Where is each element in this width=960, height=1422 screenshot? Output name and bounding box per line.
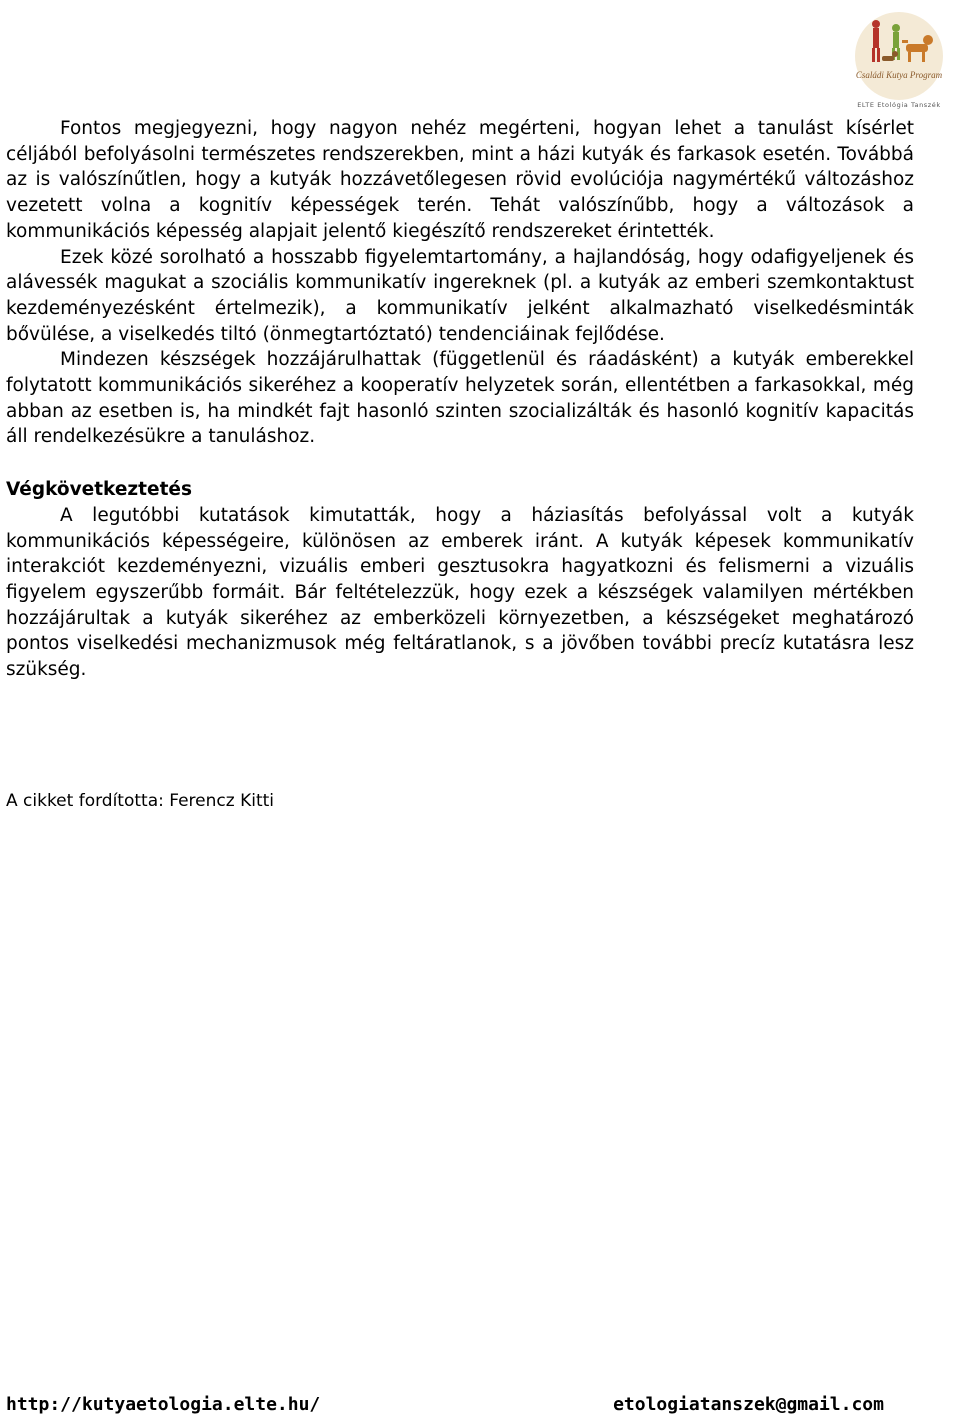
conclusion-paragraph: A legutóbbi kutatások kimutatták, hogy a háziasítás befolyással volt a kutyák kommunikációs képességeire, különösen az emberek iránt. A kutyák képesek kommunikatív interakciót kezdeményezni, vizuális emberi gesztusokra hagyatkozni és felismerni a vizuális figyelem egyszerűbb formáit. Bár feltételezzük, hogy ezek a készségek valamilyen mértékben hozzájárultak a kutyák sikeréhez az emberközeli környezetben, a készségeket meghatározó pontos viselkedési mechanizmusok még feltáratlanok, s a jövőben további precíz kutatásra lesz szükség. — [6, 504, 914, 681]
logo-subtitle: ELTE Etológia Tanszék — [857, 101, 941, 109]
article-body — [6, 116, 914, 683]
dog-family-logo-icon — [848, 10, 950, 112]
paragraph-1: Fontos megjegyezni, hogy nagyon nehéz megérteni, hogyan lehet a tanulást kísérlet céljából befolyásolni természetes rendszerekben, mint a házi kutyák és farkasok esetén. Továbbá az is valószínűtlen, hogy a kutyák hozzávetőlegesen rövid evolúciója nagymértékű változáshoz vezetett volna a kognitív képességek terén. Tehát valószínűbb, hogy a változások a kommunikációs képesség alapjait jelentő kiegészítő rendszereket érintették. — [6, 118, 914, 242]
translator-credit: A cikket fordította: Ferencz Kitti — [6, 791, 275, 811]
logo-name: Családi Kutya Program — [855, 70, 943, 80]
conclusion-heading: Végkövetkeztetés — [6, 479, 192, 501]
website-link[interactable]: http://kutyaetologia.elte.hu/ — [6, 1394, 321, 1415]
csaladi-kutya-program-logo — [848, 10, 950, 112]
paragraph-2: Ezek közé sorolható a hosszabb figyelemtartomány, a hajlandóság, hogy odafigyeljenek és alávessék magukat a szociális kommunikatív ingereknek (pl. a kutyák az emberi szemkontaktust kezdeményezésként értelmezik), a kommunikatív jelként alkalmazható viselkedésminták bővülése, a viselkedés tiltó (önmegtartóztató) tendenciáinak fejlődése. — [6, 246, 914, 345]
paragraph-3: Mindezen készségek hozzájárulhattak (függetlenül és ráadásként) a kutyák emberekkel folytatott kommunikációs sikeréhez a kooperatív helyzetek során, ellentétben a farkasokkal, még abban az esetben is, ha mindkét fajt hasonló szinten szocializálták és hasonló kognitív kapacitás áll rendelkezésükre a tanuláshoz. — [6, 349, 914, 448]
email-link[interactable]: etologiatanszek@gmail.com — [613, 1394, 884, 1415]
